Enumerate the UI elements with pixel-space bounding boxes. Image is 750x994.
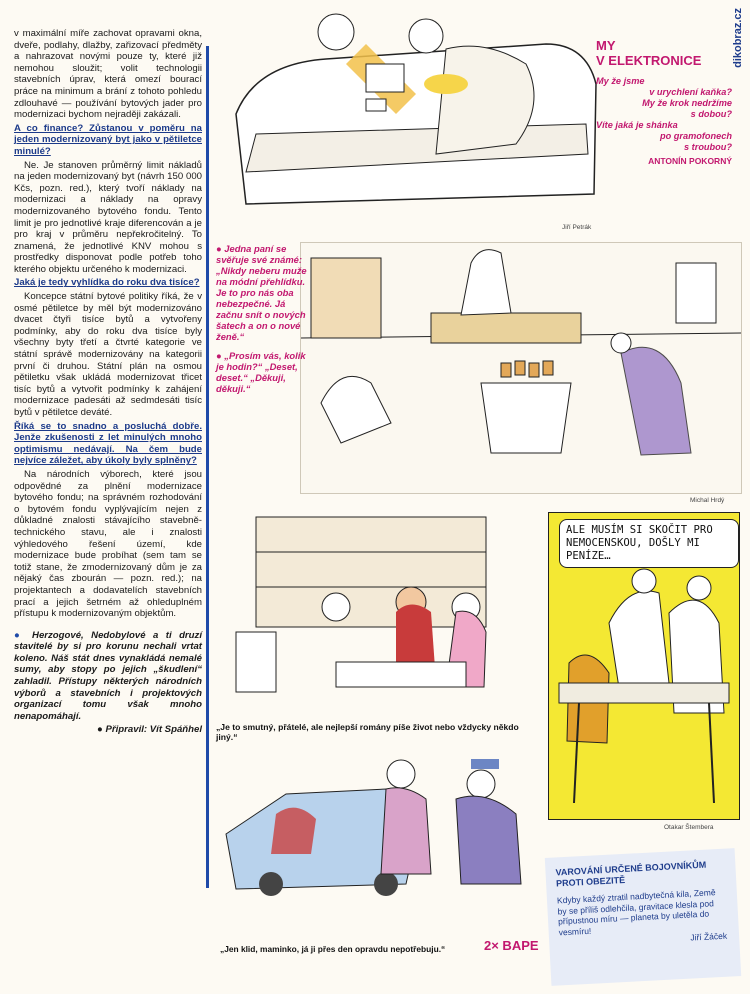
jokes-block xyxy=(216,243,308,394)
poem-lines: My že jsme v urychlení kaňka? My že krok nedržíme s dobou? Víte jaká je shánka po gramofonech s troubou? ANTONÍN POKORNÝ xyxy=(596,76,732,166)
poem-author: ANTONÍN POKORNÝ xyxy=(648,156,732,166)
article-column xyxy=(14,28,202,736)
byline: ● Připravil: Vít Spáňhel xyxy=(97,724,202,736)
cartoon-pub xyxy=(548,512,740,820)
bullet-icon: ● xyxy=(216,243,225,254)
question-3: Říká se to snadno a posluchá dobře. Jenže zkušenosti z let minulých mnoho optimismu nedávají. Na čem bude nejvíce záležet, aby úkoly byly splněny? xyxy=(14,420,202,467)
library-illustration xyxy=(216,512,538,720)
poem2-author: Jiří Žáček xyxy=(690,930,728,943)
bullet-icon: ● xyxy=(14,629,33,641)
cartoon-credit-petrak: Jiří Petrák xyxy=(562,224,592,231)
cartoon-library xyxy=(216,512,538,720)
car-illustration xyxy=(216,744,538,908)
cartoon-credit-stembera: Otakar Štembera xyxy=(664,824,714,831)
speech-bubble: ALE MUSÍM SI SKOČIT PRO NEMOCENSKOU, DOŠLY MI PENÍZE… xyxy=(559,519,739,568)
question-2: Jaká je tedy vyhlídka do roku dva tisíce? xyxy=(14,277,200,289)
poem2-title: VAROVÁNÍ URČENÉ BOJOVNÍKŮM PROTI OBEZITĚ xyxy=(555,859,707,889)
cartoon-car xyxy=(216,744,538,908)
closing-paragraph: ● Herzogové, Nedobylové a ti druzí stavitelé by si pro korunu nechali vrtat koleno. Náš stát dnes vynakládá nemalé sumy, aby stopy po jejich „škudlení“ zahladil. Přístupy některých národních výborů a stavebních i projektových organizací tomu však mnoho nenapomáhají. xyxy=(14,629,202,722)
joke-1-intro: ● Jedna paní se svěřuje své známé: xyxy=(216,243,302,265)
poem2-text: Kdyby každý ztratil nadbytečná kila, Země by se příliš odlehčila, gravitace klesla pod přípustnou míru — planeta by uletěla do vesmíru! xyxy=(556,887,716,937)
answer-1: Ne. Je stanoven průměrný limit nákladů na jeden modernizovaný byt (návrh 150 000 Kčs, pozn. red.), který tvoří náklady na modernizaci a náklady na opravy modernizovaného bytového fondu. Tento limit je pro jednotlivé kraje diferencován a je pro kraj v průměru nepřekročitelný. To znamená, že jednotlivé KNV mohou s prostředky disponovat podle potřeb toho kterého objektu určeného k modernizaci. xyxy=(14,159,202,275)
article-paragraph: v maximální míře zachovat opravami okna, dveře, podlahy, dlažby, zařizovací předměty a nahrazovat novými pouze ty, které již nemohou sloužit; volit technologii stavebních úprav, která omezí bourací práce na minimum a brání z tohoto pohledu zdlouhavé — používání bytových jader pro modernizaci bychom nejraději zakázali. xyxy=(14,28,202,121)
answer-2: Koncepce státní bytové politiky říká, že v osmé pětiletce by měl být modernizováno dvacet čtyři tisíce bytů a vytvořeny podmínky, aby do roku dva tisíce byly všechny byty třetí a čtvrté kategorie ve státní správě modernizovány na kategorii první či druhou. Státní plán na osmou pětiletku však ukládá modernizovat třicet tisíc bytů a vytvořit podmínky k zahájení modernizace padesáti až sedmdesáti tisíc bytů v pětiletce deváté. xyxy=(14,291,202,418)
cartoon-beer-room xyxy=(300,242,742,494)
poem-title: MY V ELEKTRONICE xyxy=(596,38,702,68)
cartoon-bed xyxy=(216,4,608,206)
library-caption: „Je to smutný, přátelé, ale nejlepší romány píše život nebo vždycky někdo jiný.“ xyxy=(216,722,519,742)
cartoon-credit-hrdy: Michal Hrdý xyxy=(690,497,725,504)
poem-elektronice xyxy=(596,38,732,167)
bed-illustration xyxy=(216,4,608,206)
joke-1-text: „Nikdy neberu muže na módní přehlídku. Je to pro nás oba nebezpečné. Já začnu snít o nových šatech a on o nové ženě.“ xyxy=(216,265,307,342)
bullet-icon: ● xyxy=(216,350,225,361)
poem-obezita-box xyxy=(545,848,741,986)
divider-rule xyxy=(206,46,209,888)
question-1: A co finance? Zůstanou v poměru na jeden modernizovaný byt jako v pětiletce minulé? xyxy=(14,122,202,157)
joke-2: ● „Prosím vás, kolik je hodin?“ „Deset, deset.“ „Děkuji, děkuji.“ xyxy=(216,350,306,394)
site-watermark: dikobraz.cz xyxy=(732,8,744,68)
artist-signature: 2× BAPE xyxy=(484,938,539,953)
beer-room-illustration xyxy=(301,243,741,493)
answer-3: Na národních výborech, které jsou odpovědné za plnění modernizace bytového fondu; na správném rozhodování o bytovém fondu vyplývajícím nejen z důkladné znalosti stávajícího stavebně-technického stavu, ale i znalosti výhledového řešení území, kde modernizace bude probíhat (sem tam se totiž stane, že zmodernizovaný dům je za nějaký čas zbourán — pozn. red.); na projektantech a dodavatelích stavebních prací a jejich šetrném až ohleduplném přístupu k modernizovaným objektům. xyxy=(14,468,202,620)
car-caption: „Jen klid, maminko, já ji přes den opravdu nepotřebuju.“ xyxy=(220,944,446,954)
